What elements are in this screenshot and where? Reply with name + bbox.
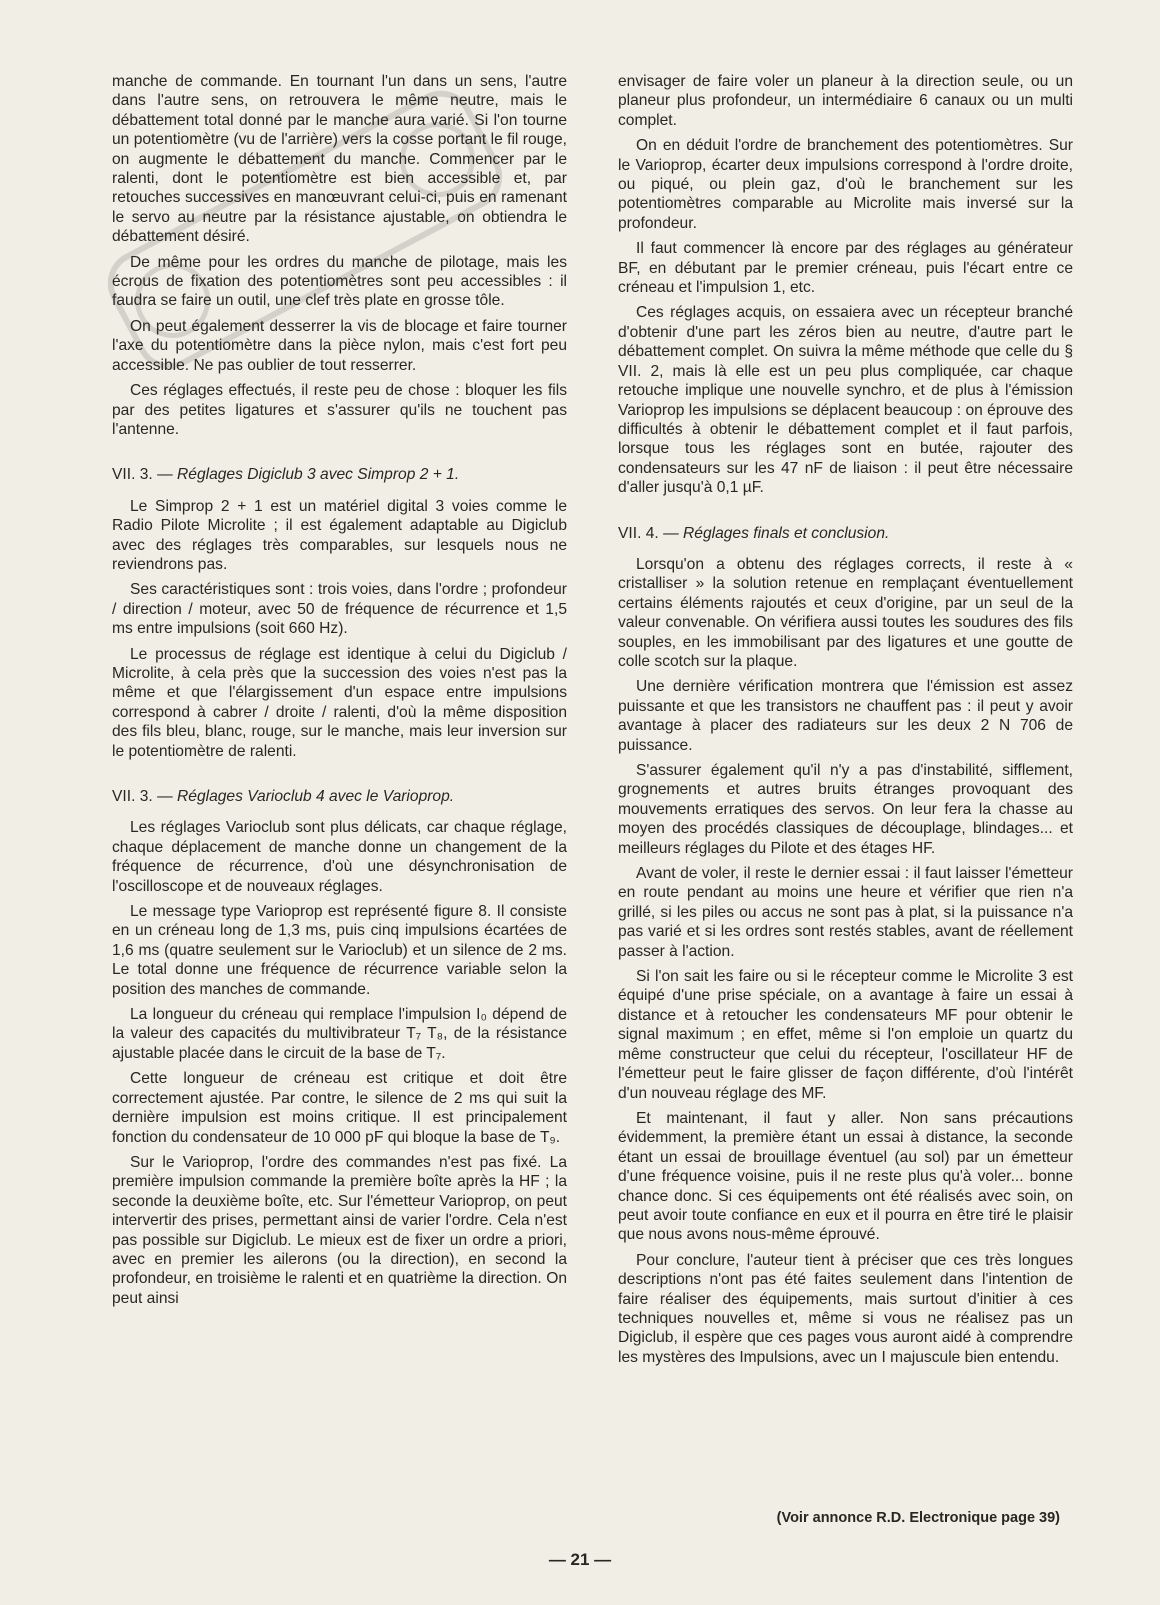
paragraph: On en déduit l'ordre de branchement des potentiomètres. Sur le Varioprop, écarter deux impulsions correspond à l'ordre droite, ou piqué, ou plein gaz, d'où le branchement sur les potentiomètres comparable au Microlite mais inversé sur la profondeur. (618, 137, 1073, 232)
paragraph: De même pour les ordres du manche de pilotage, mais les écrous de fixation des potentiomètres sont peu accessibles : il faudra se faire un outil, une clef très plate en grosse tôle. (112, 253, 567, 310)
section-title: Réglages Digiclub 3 avec Simprop 2 + 1. (177, 466, 460, 484)
paragraph: Avant de voler, il reste le dernier essai : il faut laisser l'émetteur en route pendant au moins une heure et vérifier que rien n'a grillé, si les piles ou accus ne sont pas à plat, si la puissance n'a pas varié et si les ordres sont restés stables, avant de réellement passer à l'action. (618, 865, 1073, 960)
section-number: VII. 3. — (112, 788, 173, 805)
paragraph: Le message type Varioprop est représenté figure 8. Il consiste en un créneau long de 1,3 ms, puis cinq impulsions écartées de 1,6 ms (quatre seulement sur le Varioclub) et un silence de 2 ms. Le total donne une fréquence de récurrence variable selon la position des manches de commande. (112, 903, 567, 998)
paragraph: S'assurer également qu'il n'y a pas d'instabilité, sifflement, grognements et autres bruits étranges provoquant des mouvements erratiques des servos. On leur fera la chasse au moyen des procédés classiques de découplage, blindages... et meilleurs réglages du Pilote et des étages HF. (618, 762, 1073, 857)
section-heading (112, 787, 567, 806)
section-number: VII. 4. — (618, 524, 679, 542)
paragraph: La longueur du créneau qui remplace l'impulsion I₀ dépend de la valeur des capacités du multivibrateur T₇ T₈, de la résistance ajustable placée dans le circuit de la base de T₇. (112, 1006, 567, 1062)
paragraph: Le processus de réglage est identique à celui du Digiclub / Microlite, à cela près que la succession des voies n'est pas la même et que l'élargissement d'un espace entre impulsions correspond à cabrer / droite / ralenti, d'où la même disposition des fils bleu, blanc, rouge, sur le manche, mais leur inversion sur le potentiomètre de ralenti. (112, 645, 567, 760)
section-title: Réglages finals et conclusion. (683, 524, 890, 542)
paragraph: Le Simprop 2 + 1 est un matériel digital 3 voies comme le Radio Pilote Microlite ; il est également adaptable au Digiclub avec des réglages très comparables, sur lesquels nous ne reviendrons pas. (112, 497, 567, 573)
right-column (618, 72, 1073, 1373)
advertisement-reference: (Voir annonce R.D. Electronique page 39) (776, 1510, 1060, 1526)
paragraph: Si l'on sait les faire ou si le récepteur comme le Microlite 3 est équipé d'une prise spéciale, on a avantage à faire un essai à distance et à retoucher les condensateurs MF pour obtenir le signal maximum ; en effet, même si l'on emploie un quartz du même constructeur que celui du récepteur, l'oscillateur HF de l'émetteur peut le faire glisser de façon différente, d'où l'intérêt d'un nouveau réglage des MF. (618, 968, 1073, 1102)
paragraph: Ces réglages effectués, il reste peu de chose : bloquer les fils par des petites ligatures et s'assurer qu'ils ne touchent pas l'antenne. (112, 382, 567, 438)
paragraph: On peut également desserrer la vis de blocage et faire tourner l'axe du potentiomètre dans la pièce nylon, mais c'est fort peu accessible. Ne pas oublier de tout resserrer. (112, 317, 567, 374)
left-column (112, 72, 567, 1314)
paragraph: Les réglages Varioclub sont plus délicats, car chaque réglage, chaque déplacement de manche donne un changement de la fréquence de récurrence, d'où une désynchronisation de l'oscilloscope et de nouveaux réglages. (112, 819, 567, 895)
section-number: VII. 3. — (112, 466, 173, 484)
paragraph: envisager de faire voler un planeur à la direction seule, ou un planeur plus profondeur, un intermédiaire 6 canaux ou un multi complet. (618, 73, 1073, 129)
section-heading (618, 524, 1073, 543)
paragraph: Une dernière vérification montrera que l'émission est assez puissante et que les transistors ne chauffent pas : il peut y avoir avantage à placer des radiateurs sur les deux 2 N 706 de puissance. (618, 678, 1073, 754)
paragraph: Cette longueur de créneau est critique et doit être correctement ajustée. Par contre, le silence de 2 ms qui suit la dernière impulsion est moins critique. Il est principalement fonction du condensateur de 10 000 pF qui bloque la base de T₉. (112, 1070, 567, 1146)
paragraph: Ses caractéristiques sont : trois voies, dans l'ordre ; profondeur / direction / moteur, avec 50 de fréquence de récurrence et 1,5 ms entre impulsions (soit 660 Hz). (112, 581, 567, 638)
paragraph: Pour conclure, l'auteur tient à préciser que ces très longues descriptions n'ont pas été faites seulement dans l'intention de faire réaliser des équipements, mais surtout d'initier à ces techniques nouvelles et, même si vous ne réalisez pas un Digiclub, il espère que ces pages vous auront aidé à comprendre les mystères des Impulsions, avec un I majuscule bien entendu. (618, 1251, 1073, 1366)
paragraph: manche de commande. En tournant l'un dans un sens, l'autre dans l'autre sens, on retrouvera le même neutre, mais le débattement total donné par le manche aura varié. Si l'on tourne un potentiomètre (vu de l'arrière) vers la cosse portant le fil rouge, on augmente le débattement du manche. Commencer par le ralenti, dont le potentiomètre est bien accessible et, par retouches successives en manœuvrant celui-ci, puis en ramenant le servo au neutre par la résistance ajustable, on obtiendra le débattement désiré. (112, 73, 567, 246)
paragraph: Et maintenant, il faut y aller. Non sans précautions évidemment, la première étant un essai à distance, la seconde étant un essai de brouillage éventuel (au sol) par un émetteur d'une fréquence voisine, puis il ne reste plus qu'à voler... bonne chance donc. Si ces équipements ont été réalisés avec soin, on peut avoir toute confiance en eux et il pourra en être tiré le plaisir que nous avons nous-même éprouvé. (618, 1109, 1073, 1244)
paragraph: Il faut commencer là encore par des réglages au générateur BF, en débutant par le premier créneau, puis l'écart entre ce créneau et l'impulsion 1, etc. (618, 240, 1073, 297)
paragraph: Lorsqu'on a obtenu des réglages corrects, il reste à « cristalliser » la solution retenue en remplaçant éventuellement certains éléments rajoutés et ceux d'origine, par un seul de la valeur convenable. On vérifiera aussi toutes les soudures des fils souples, en les immobilisant par des ligatures et une goutte de colle scotch sur la plaque. (618, 555, 1073, 670)
section-heading (112, 465, 567, 484)
section-title: Réglages Varioclub 4 avec le Varioprop. (177, 788, 455, 805)
paragraph: Sur le Varioprop, l'ordre des commandes n'est pas fixé. La première impulsion commande la première boîte après la HF ; la seconde la deuxième boîte, etc. Sur l'émetteur Varioprop, on peut intervertir des prises, permettant ainsi de varier l'ordre. Cela n'est pas possible sur Digiclub. Le mieux est de fixer un ordre a priori, avec en premier les ailerons (ou la direction), en second la profondeur, en troisième le ralenti et en quatrième la direction. On peut ainsi (112, 1153, 567, 1307)
page-number: — 21 — (548, 1550, 612, 1569)
paragraph: Ces réglages acquis, on essaiera avec un récepteur branché d'obtenir d'une part les zéros bien au neutre, d'autre part le débattement complet. On suivra la même méthode que celle du § VII. 2, mais là elle est un peu plus compliquée, car chaque retouche implique une nouvelle synchro, et de plus à l'émission Varioprop les impulsions se déplacent beaucoup : on éprouve des difficultés à obtenir le débattement complet et il faut parfois, lorsque tous les réglages sont en butée, rajouter des condensateurs sur les 47 nF de liaison : il peut être nécessaire d'aller jusqu'à 0,1 µF. (618, 304, 1073, 497)
